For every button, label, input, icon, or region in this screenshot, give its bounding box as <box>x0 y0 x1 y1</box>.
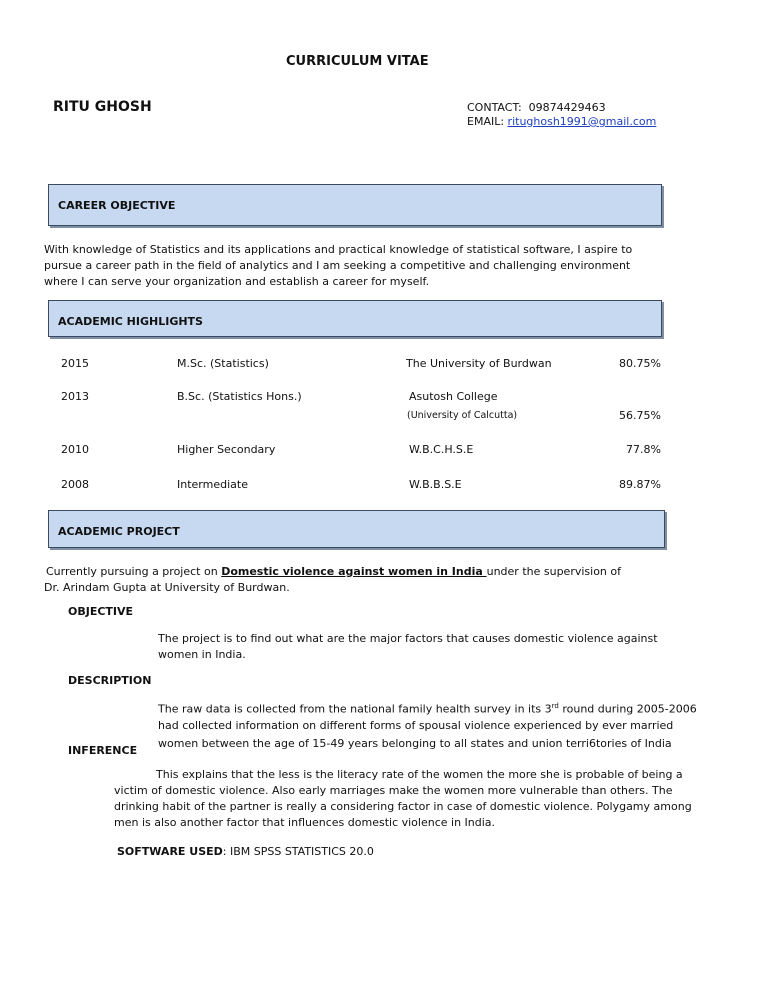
candidate-name: RITU GHOSH <box>53 99 152 115</box>
contact-email <box>467 115 656 128</box>
software-value: : IBM SPSS STATISTICS 20.0 <box>222 845 374 858</box>
table-cell-degree: Intermediate <box>177 478 248 491</box>
email-link[interactable]: ritughosh1991@gmail.com <box>507 115 657 128</box>
section-heading: ACADEMIC PROJECT <box>58 525 180 538</box>
text: Currently pursuing a project on <box>46 565 222 578</box>
document-title: CURRICULUM VITAE <box>286 54 429 69</box>
text: round during 2005-2006 <box>558 702 697 716</box>
phone-number: 09874429463 <box>528 101 606 114</box>
phone-label: CONTACT: <box>467 101 522 114</box>
description-heading: DESCRIPTION <box>68 674 152 687</box>
objective-text <box>158 631 658 663</box>
table-cell-score: 56.75% <box>619 409 661 422</box>
project-title: Domestic violence against women in India <box>221 565 487 578</box>
text-line: drinking habit of the partner is really a considering factor in case of domestic violence. Polygamy among <box>114 800 692 813</box>
superscript: rd <box>551 702 559 710</box>
table-cell-year: 2013 <box>61 390 89 403</box>
table-cell-year: 2015 <box>61 357 89 370</box>
text-line: had collected information on different forms of spousal violence experienced by ever married <box>158 718 674 732</box>
career-objective-heading-box <box>48 184 662 226</box>
text-line: pursue a career path in the field of analytics and I am seeking a competitive and challenging environment <box>44 259 631 272</box>
text-line: victim of domestic violence. Also early marriages make the women more vulnerable than others. The <box>114 784 673 797</box>
table-cell-degree: Higher Secondary <box>177 443 276 456</box>
table-cell-degree: M.Sc. (Statistics) <box>177 357 269 370</box>
objective-heading: OBJECTIVE <box>68 605 134 618</box>
academic-highlights-heading-box <box>48 300 662 337</box>
table-cell-score: 89.87% <box>619 478 661 491</box>
table-cell-year: 2010 <box>61 443 89 456</box>
table-cell-year: 2008 <box>61 478 89 491</box>
software-label: SOFTWARE USED <box>117 845 223 858</box>
table-cell-score: 77.8% <box>626 443 661 456</box>
table-cell-institution-sub: (University of Calcutta) <box>407 410 518 421</box>
text-line: women in India. <box>158 648 246 661</box>
table-cell-institution: The University of Burdwan <box>406 357 552 370</box>
description-text <box>158 698 697 752</box>
career-objective-text <box>44 242 632 290</box>
table-cell-institution: Asutosh College <box>409 390 498 403</box>
email-label: EMAIL: <box>467 115 505 128</box>
project-intro <box>46 564 621 596</box>
text-line: Dr. Arindam Gupta at University of Burdwan. <box>44 581 290 594</box>
contact-phone <box>467 101 606 114</box>
section-heading: ACADEMIC HIGHLIGHTS <box>58 315 203 328</box>
software-used <box>117 845 374 858</box>
text-line: men is also another factor that influences domestic violence in India. <box>114 816 496 829</box>
table-cell-score: 80.75% <box>619 357 661 370</box>
text-line: women between the age of 15-49 years belonging to all states and union terri6tories of India <box>158 736 672 750</box>
text-line: The project is to find out what are the major factors that causes domestic violence against <box>158 632 658 645</box>
academic-project-heading-box <box>48 510 665 548</box>
text: The raw data is collected from the national family health survey in its 3 <box>158 702 552 716</box>
inference-heading: INFERENCE <box>68 744 138 757</box>
inference-text <box>114 767 692 831</box>
text-line: where I can serve your organization and establish a career for myself. <box>44 275 430 288</box>
section-heading: CAREER OBJECTIVE <box>58 199 176 212</box>
text: under the supervision of <box>486 565 621 578</box>
text-line: This explains that the less is the literacy rate of the women the more she is probable of being a <box>156 768 683 781</box>
text-line: With knowledge of Statistics and its applications and practical knowledge of statistical software, I aspire to <box>44 243 633 256</box>
table-cell-institution: W.B.C.H.S.E <box>409 443 474 456</box>
table-cell-degree: B.Sc. (Statistics Hons.) <box>177 390 302 403</box>
table-cell-institution: W.B.B.S.E <box>409 478 462 491</box>
